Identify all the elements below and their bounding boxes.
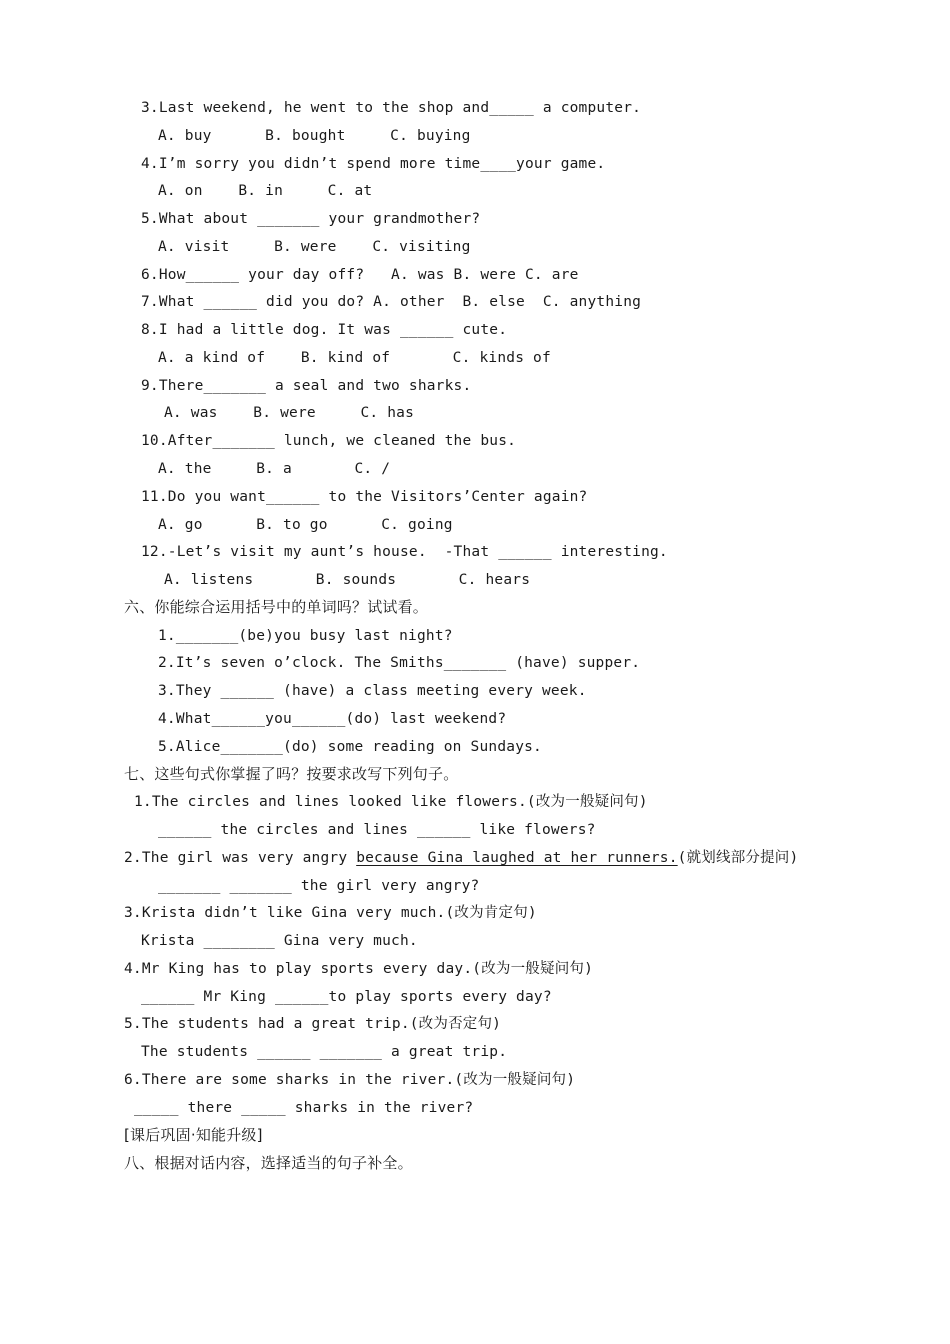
question-5-stem: 5.What about _______ your grandmother? bbox=[141, 211, 481, 227]
after-class-heading: [课后巩固·知能升级] bbox=[124, 1126, 263, 1144]
section-7-sentence-6-answer: _____ there _____ sharks in the river? bbox=[134, 1100, 474, 1116]
question-12-stem: 12.-Let’s visit my aunt’s house. -That ______ interesting. bbox=[141, 544, 668, 560]
instruction: (就划线部分提问) bbox=[677, 850, 799, 866]
section-7-sentence-1-answer: ______ the circles and lines ______ like flowers? bbox=[158, 822, 596, 838]
section-6-item-2: 2.It’s seven o’clock. The Smiths_______ (have) supper. bbox=[158, 655, 641, 671]
prompt-text: 2.The girl was very angry bbox=[124, 850, 357, 866]
underlined-part: because Gina laughed at her runners. bbox=[356, 850, 678, 866]
question-9-options: A. was B. were C. has bbox=[164, 405, 415, 421]
question-12-options: A. listens B. sounds C. hears bbox=[164, 572, 531, 588]
question-7-stem: 7.What ______ did you do? A. other B. else C. anything bbox=[141, 294, 642, 310]
question-11-options: A. go B. to go C. going bbox=[158, 517, 453, 533]
section-6-item-4: 4.What______you______(do) last weekend? bbox=[158, 711, 507, 727]
question-3-options: A. buy B. bought C. buying bbox=[158, 128, 471, 144]
section-7-title: 七、这些句式你掌握了吗？按要求改写下列句子。 bbox=[124, 765, 459, 783]
question-8-options: A. a kind of B. kind of C. kinds of bbox=[158, 350, 551, 366]
section-7-sentence-6-prompt: 6.There are some sharks in the river.(改为一般疑问句) bbox=[124, 1072, 576, 1088]
section-7-sentence-1-prompt: 1.The circles and lines looked like flowers.(改为一般疑问句) bbox=[134, 794, 648, 810]
question-4-options: A. on B. in C. at bbox=[158, 183, 373, 199]
question-3-stem: 3.Last weekend, he went to the shop and_____ a computer. bbox=[141, 100, 642, 116]
section-7-sentence-3-answer: Krista ________ Gina very much. bbox=[141, 933, 418, 949]
section-8-title: 八、根据对话内容，选择适当的句子补全。 bbox=[124, 1154, 413, 1172]
question-11-stem: 11.Do you want______ to the Visitors’Center again? bbox=[141, 489, 588, 505]
section-7-sentence-5-answer: The students ______ _______ a great trip. bbox=[141, 1044, 508, 1060]
question-10-stem: 10.After_______ lunch, we cleaned the bus. bbox=[141, 433, 517, 449]
section-7-sentence-4-prompt: 4.Mr King has to play sports every day.(改为一般疑问句) bbox=[124, 961, 594, 977]
question-6-stem: 6.How______ your day off? A. was B. were C. are bbox=[141, 267, 579, 283]
question-10-options: A. the B. a C. / bbox=[158, 461, 391, 477]
question-9-stem: 9.There_______ a seal and two sharks. bbox=[141, 378, 472, 394]
section-7-sentence-5-prompt: 5.The students had a great trip.(改为否定句) bbox=[124, 1016, 502, 1032]
section-7-sentence-3-prompt: 3.Krista didn’t like Gina very much.(改为肯定句) bbox=[124, 905, 537, 921]
question-8-stem: 8.I had a little dog. It was ______ cute. bbox=[141, 322, 508, 338]
section-7-sentence-4-answer: ______ Mr King ______to play sports every day? bbox=[141, 989, 552, 1005]
section-6-item-5: 5.Alice_______(do) some reading on Sundays. bbox=[158, 739, 542, 755]
question-5-options: A. visit B. were C. visiting bbox=[158, 239, 471, 255]
question-4-stem: 4.I’m sorry you didn’t spend more time____your game. bbox=[141, 156, 606, 172]
section-6-item-3: 3.They ______ (have) a class meeting every week. bbox=[158, 683, 587, 699]
section-7-sentence-2-prompt bbox=[124, 848, 798, 868]
section-6-item-1: 1._______(be)you busy last night? bbox=[158, 628, 453, 644]
section-6-title: 六、你能综合运用括号中的单词吗？试试看。 bbox=[124, 598, 429, 616]
section-7-sentence-2-answer: _______ _______ the girl very angry? bbox=[158, 878, 480, 894]
